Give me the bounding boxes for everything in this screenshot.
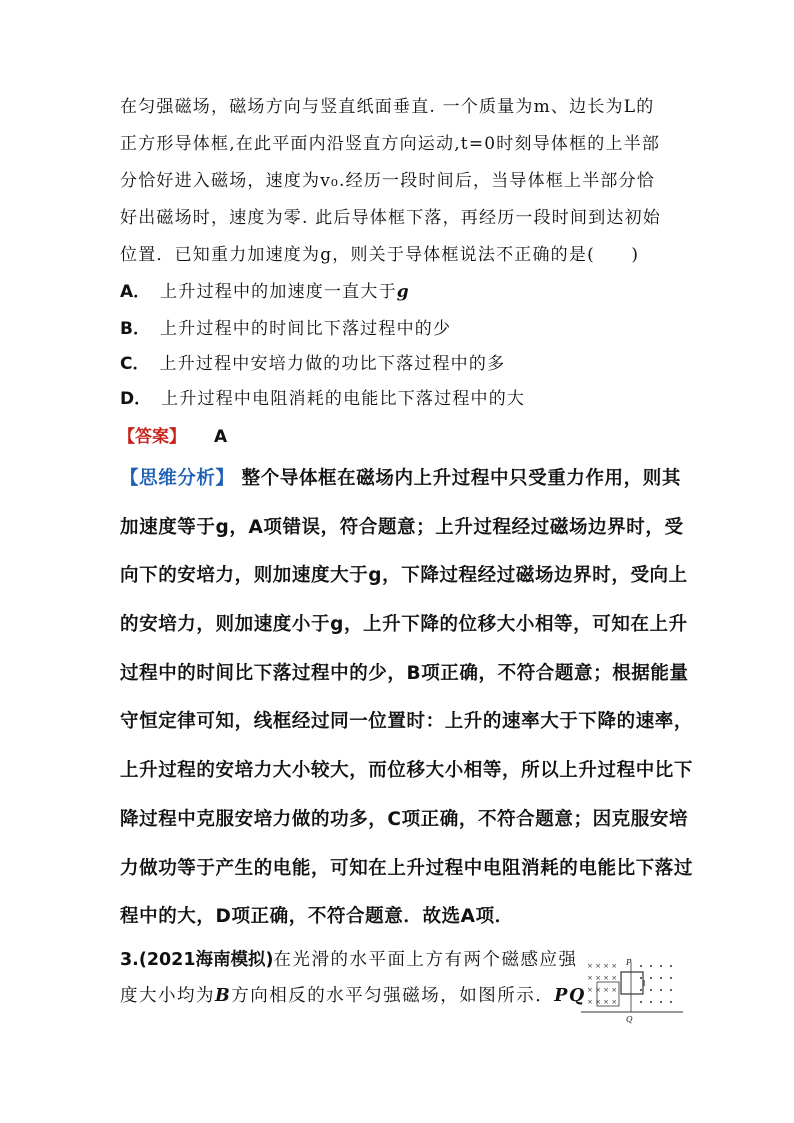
- svg-text:× × × ×: × × × ×: [587, 962, 618, 970]
- option-d-label: D．: [120, 389, 152, 409]
- option-a-text: 上升过程中的加速度一直大于: [160, 282, 397, 302]
- question-3-line-2: [120, 978, 586, 1014]
- stem-line-3: 分恰好进入磁场，速度为v₀.经历一段时间后，当导体框上半部分恰: [120, 171, 656, 191]
- magnetic-field-figure: [577, 956, 687, 1026]
- question-3-symbol-b: B: [215, 986, 232, 1006]
- answer-value: A: [214, 427, 228, 447]
- field-into-page-region: [587, 962, 617, 1006]
- analysis-line-4: 的安培力，则加速度小于g，上升下降的位移大小相等，可知在上升: [120, 614, 688, 636]
- stem-line-5: 位置．已知重力加速度为g，则关于导体框说法不正确的是( ): [120, 245, 640, 265]
- option-a-symbol: g: [396, 282, 410, 302]
- option-d: [120, 381, 525, 418]
- question-3-text-2c: 方向相反的水平匀强磁场，如图所示．: [231, 986, 555, 1006]
- option-a-label: A．: [120, 282, 151, 302]
- question-3: [120, 942, 586, 1014]
- answer-tag: 【答案】: [118, 427, 186, 447]
- analysis-block: [120, 455, 694, 942]
- coil-frame: [621, 972, 646, 994]
- analysis-line-3: 向下的安培力，则加速度大于g，下降过程经过磁场边界时，受向上: [120, 565, 688, 587]
- analysis-first-line: 整个导体框在磁场内上升过程中只受重力作用，则其: [234, 468, 681, 489]
- option-b: [120, 311, 451, 348]
- svg-text:× × × ×: × × × ×: [587, 986, 618, 994]
- svg-text:× × × ×: × × × ×: [587, 998, 618, 1006]
- question-3-line-1: [120, 942, 586, 978]
- option-b-label: B．: [120, 319, 150, 339]
- option-c-label: C．: [120, 354, 150, 374]
- analysis-tag: 【思维分析】: [120, 468, 235, 489]
- answer-line: [118, 422, 227, 452]
- option-d-text: 上升过程中电阻消耗的电能比下落过程中的大: [161, 389, 526, 409]
- analysis-line-1: [120, 455, 680, 504]
- analysis-line-2: 加速度等于g，A项错误，符合题意；上升过程经过磁场边界时，受: [120, 516, 684, 538]
- question-3-text-1: 在光滑的水平面上方有两个磁感应强: [273, 950, 578, 970]
- option-c-text: 上升过程中安培力做的功比下落过程中的多: [159, 354, 506, 374]
- option-b-text: 上升过程中的时间比下落过程中的少: [159, 319, 452, 339]
- svg-text:× × × ×: × × × ×: [587, 974, 618, 982]
- analysis-line-5: 过程中的时间比下落过程中的少，B项正确，不符合题意；根据能量: [120, 662, 689, 684]
- option-c: [120, 346, 505, 383]
- analysis-line-8: 降过程中克服安培力做的功多，C项正确，不符合题意；因克服安培: [120, 808, 689, 830]
- label-coil: I: [643, 979, 646, 988]
- label-q: Q: [626, 1015, 633, 1024]
- option-a: [120, 274, 410, 311]
- label-p: P: [626, 958, 632, 967]
- question-2-stem: [120, 89, 680, 274]
- question-3-symbol-pq: PQ: [554, 986, 586, 1006]
- question-3-text-2a: 度大小均为: [120, 986, 215, 1006]
- stem-line-4: 好出磁场时，速度为零. 此后导体框下落，再经历一段时间到达初始: [120, 208, 662, 228]
- stem-line-1: 在匀强磁场，磁场方向与竖直纸面垂直. 一个质量为m、边长为L的: [120, 97, 655, 117]
- question-3-number: 3.(2021海南模拟): [120, 950, 274, 970]
- analysis-line-9: 力做功等于产生的电能，可知在上升过程中电阻消耗的电能比下落过: [120, 857, 694, 879]
- analysis-line-7: 上升过程的安培力大小较大，而位移大小相等，所以上升过程中比下: [120, 760, 694, 782]
- analysis-line-10: 程中的大，D项正确，不符合题意．故选A项．: [120, 906, 514, 928]
- analysis-line-6: 守恒定律可知，线框经过同一位置时：上升的速率大于下降的速率，: [120, 711, 694, 733]
- stem-line-2: 正方形导体框,在此平面内沿竖直方向运动,t=0时刻导体框的上半部: [120, 134, 661, 154]
